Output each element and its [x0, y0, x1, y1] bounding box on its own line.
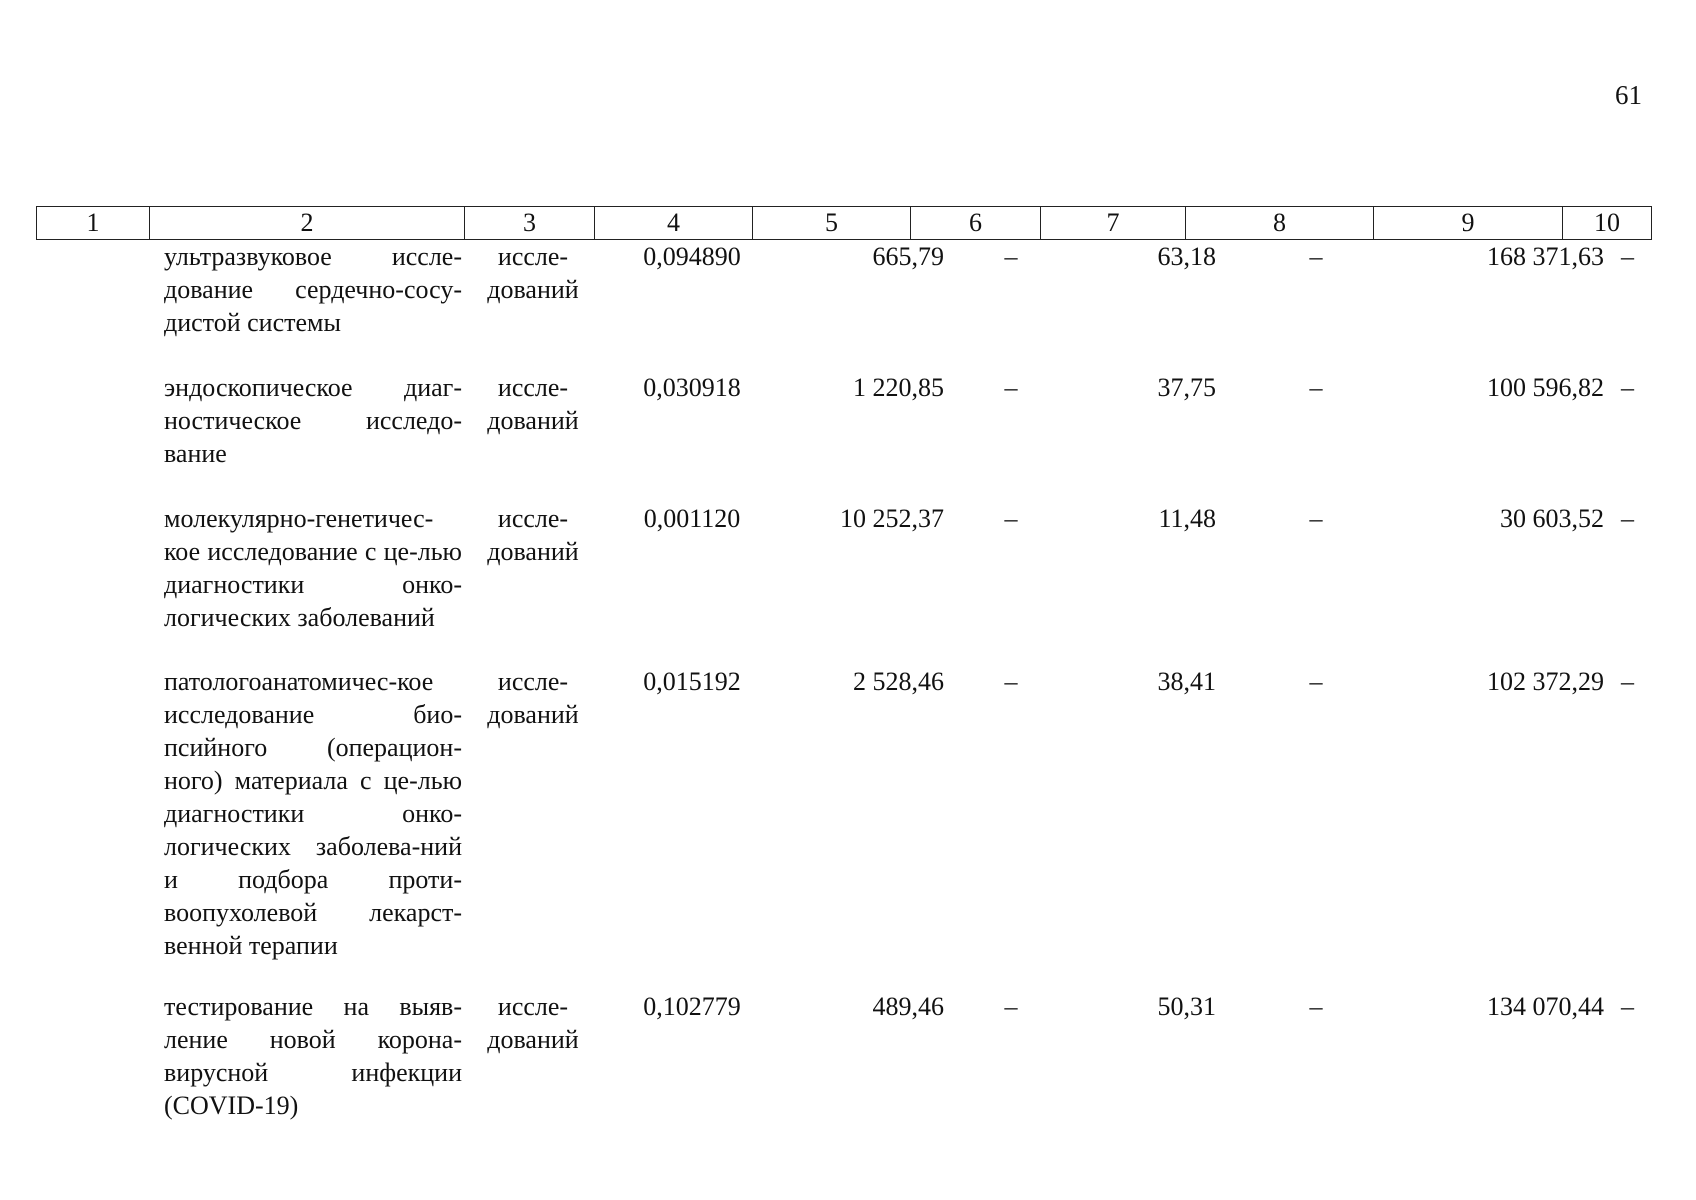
row-col-7: 63,18 [1157, 242, 1216, 271]
row-col-10: – [1621, 373, 1634, 402]
row-col-8: – [1309, 992, 1323, 1021]
row-col-4: 0,094890 [643, 242, 741, 271]
row-col-6: – [1004, 667, 1018, 696]
row-name: ультразвуковое иссле-дование сердечно-сосу-дистой системы [164, 242, 462, 337]
row-col-9: 30 603,52 [1500, 504, 1604, 533]
row-unit: иссле-дований [487, 992, 579, 1054]
table-row [36, 990, 1651, 1130]
table-row [36, 665, 1651, 990]
row-col-5: 10 252,37 [840, 504, 944, 533]
row-col-4: 0,102779 [643, 992, 741, 1021]
row-unit: иссле-дований [487, 242, 579, 304]
row-col-5: 1 220,85 [853, 373, 944, 402]
column-number-header [36, 206, 1652, 240]
row-col-7: 11,48 [1158, 504, 1216, 533]
table-row [36, 502, 1651, 665]
table-row [36, 371, 1651, 502]
row-col-9: 168 371,63 [1487, 242, 1604, 271]
row-name: эндоскопическое диаг-ностическое исследо-вание [164, 373, 462, 468]
row-col-10: – [1621, 992, 1634, 1021]
header-col-10: 10 [1563, 207, 1652, 240]
row-col-8: – [1309, 242, 1323, 271]
header-col-5: 5 [753, 207, 911, 240]
row-name: тестирование на выяв-ление новой корона-вирусной инфекции (COVID-19) [164, 992, 462, 1120]
header-col-3: 3 [465, 207, 595, 240]
row-col-7: 37,75 [1157, 373, 1216, 402]
row-col-5: 489,46 [872, 992, 944, 1021]
header-col-9: 9 [1374, 207, 1563, 240]
row-name: молекулярно-генетичес-кое исследование с це-лью диагностики онко-логических заболеваний [164, 504, 462, 632]
row-col-10: – [1621, 667, 1634, 696]
row-col-6: – [1004, 992, 1018, 1021]
header-col-4: 4 [595, 207, 753, 240]
row-col-10: – [1621, 504, 1634, 533]
row-unit: иссле-дований [487, 373, 579, 435]
header-col-2: 2 [150, 207, 465, 240]
row-col-6: – [1004, 242, 1018, 271]
header-col-7: 7 [1041, 207, 1186, 240]
table-row [36, 240, 1651, 371]
row-col-8: – [1309, 504, 1323, 533]
header-col-1: 1 [37, 207, 150, 240]
row-col-5: 2 528,46 [853, 667, 944, 696]
header-col-8: 8 [1186, 207, 1374, 240]
row-col-4: 0,001120 [643, 504, 741, 533]
row-col-7: 38,41 [1157, 667, 1216, 696]
table-body [36, 240, 1651, 1130]
row-unit: иссле-дований [487, 504, 579, 566]
row-col-4: 0,030918 [643, 373, 741, 402]
row-col-8: – [1309, 373, 1323, 402]
row-col-7: 50,31 [1157, 992, 1216, 1021]
row-col-9: 134 070,44 [1487, 992, 1604, 1021]
row-col-8: – [1309, 667, 1323, 696]
row-col-5: 665,79 [872, 242, 944, 271]
row-col-9: 100 596,82 [1487, 373, 1604, 402]
row-col-6: – [1004, 373, 1018, 402]
row-col-6: – [1004, 504, 1018, 533]
page-number: 61 [1615, 80, 1642, 110]
row-col-10: – [1621, 242, 1634, 271]
row-col-9: 102 372,29 [1487, 667, 1604, 696]
row-col-4: 0,015192 [643, 667, 741, 696]
row-unit: иссле-дований [487, 667, 579, 729]
header-col-6: 6 [911, 207, 1041, 240]
row-name: патологоанатомичес-кое исследование био-псийного (операцион-ного) материала с це-лью диагностики онко-логических заболева-ний и подбора проти-воопухолевой лекарст-венной терапии [164, 667, 462, 960]
